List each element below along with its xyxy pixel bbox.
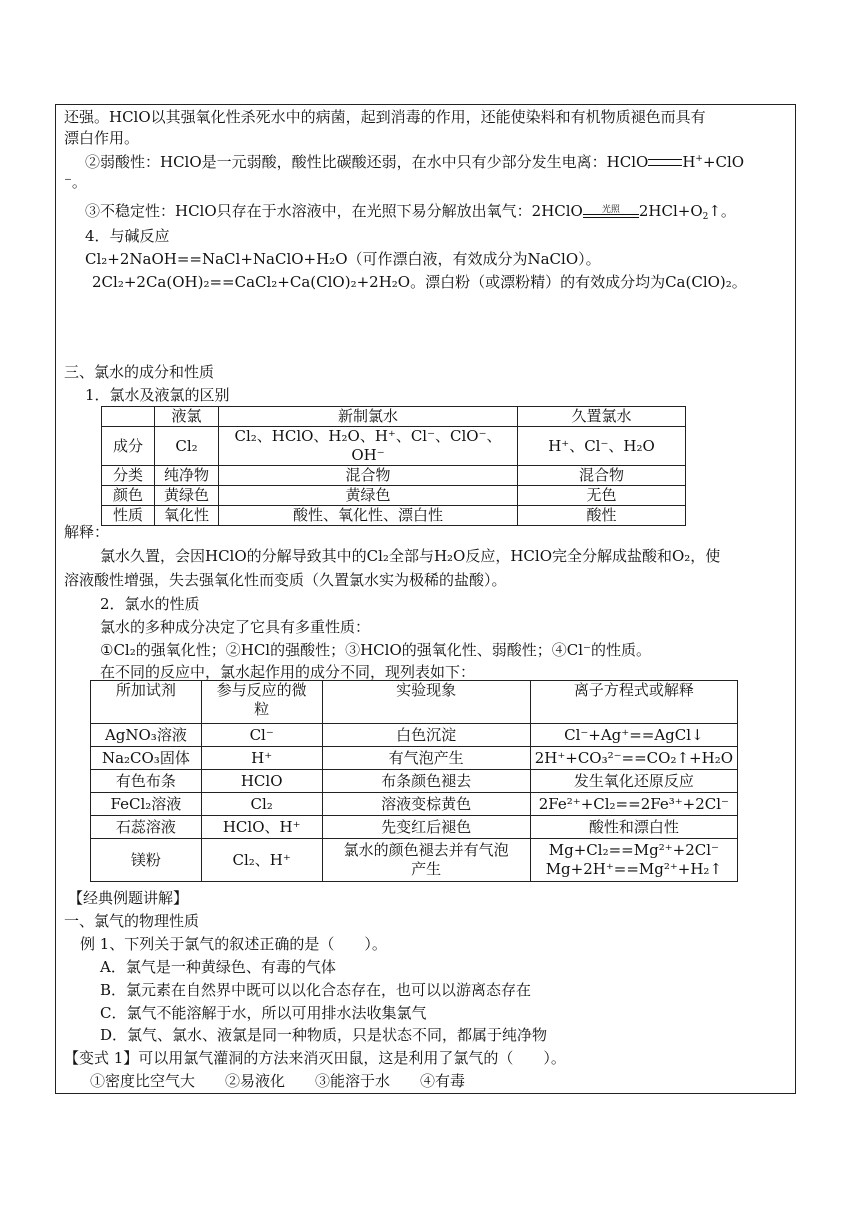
table-cell: 先变红后褪色 (322, 816, 530, 839)
cell-line: Mg+2H⁺==Mg²⁺+H₂↑ (545, 860, 723, 878)
cell-line: 氯水的颜色褪去并有气泡 (343, 841, 509, 859)
table-row (102, 407, 686, 427)
table-header-cell: 液氯 (155, 407, 219, 427)
table-row (91, 770, 738, 793)
table-header-cell: 离子方程式或解释 (530, 681, 737, 724)
table-cell: Cl₂ (201, 793, 322, 816)
light-condition: 光照 (601, 205, 620, 215)
examples-section1: 一、氯气的物理性质 (64, 912, 200, 930)
unstable-products-sub: 2 (702, 212, 709, 222)
header-line: 参与反应的微 (216, 681, 307, 699)
light-arrow-icon (583, 202, 639, 222)
table-cell: 2H⁺+CO₃²⁻==CO₂↑+H₂O (530, 747, 737, 770)
cell-line: 产生 (411, 860, 442, 878)
examples-heading: 【经典例题讲解】 (68, 889, 189, 907)
table-cell: 石蕊溶液 (91, 816, 202, 839)
table-row (91, 839, 738, 882)
table-cell: 发生氧化还原反应 (530, 770, 737, 793)
question-1-option-d: D．氯气、氯水、液氯是同一种物质，只是状态不同，都属于纯净物 (100, 1026, 548, 1044)
table-cell: HClO、H⁺ (201, 816, 322, 839)
table-cell: H⁺、Cl⁻、H₂O (518, 427, 686, 466)
unstable-products: 2HCl+O (638, 202, 703, 220)
chlorine-water-table (101, 406, 686, 526)
table-cell: 布条颜色褪去 (322, 770, 530, 793)
table-cell: 分类 (102, 466, 155, 486)
table-row (102, 486, 686, 506)
weak-acid-h-sup: + (695, 154, 703, 164)
weak-acid-h: H (682, 153, 696, 171)
table-row (102, 427, 686, 466)
table-cell: 溶液变棕黄色 (322, 793, 530, 816)
question-1-option-c: C．氯气不能溶解于水，所以可用排水法收集氯气 (100, 1004, 427, 1022)
header-line: 粒 (254, 700, 270, 718)
variant-1-options: ①密度比空气大 ②易液化 ③能溶于水 ④有毒 (90, 1072, 466, 1090)
intro-line-2: 漂白作用。 (64, 129, 140, 147)
table-header-cell: 所加试剂 (91, 681, 202, 724)
table-row (91, 816, 738, 839)
table-cell: 混合物 (518, 466, 686, 486)
table-row (102, 506, 686, 526)
reversible-arrow-icon (648, 156, 682, 170)
table-row (91, 681, 738, 724)
table-cell (322, 839, 530, 882)
explain-label: 解释： (64, 523, 110, 541)
table-cell: FeCl₂溶液 (91, 793, 202, 816)
table-header-cell: 久置氯水 (518, 407, 686, 427)
explain-line-1: 氯水久置，会因HClO的分解导致其中的Cl₂全部与H₂O反应，HClO完全分解成盐酸和O₂，使 (100, 547, 721, 565)
table-cell: 黄绿色 (219, 486, 518, 506)
weak-acid-tail: ⁻。 (64, 173, 87, 191)
table-cell: 颜色 (102, 486, 155, 506)
table-row (91, 747, 738, 770)
table-cell: 2Fe²⁺+Cl₂==2Fe³⁺+2Cl⁻ (530, 793, 737, 816)
table-cell: 酸性 (518, 506, 686, 526)
table-cell: 无色 (518, 486, 686, 506)
table-row (102, 466, 686, 486)
weak-acid-line (85, 152, 744, 172)
properties-line-1: 氯水的多种成分决定了它具有多重性质： (100, 618, 371, 636)
table-header-cell (201, 681, 322, 724)
unstable-text: ③不稳定性：HClO只存在于水溶液中，在光照下易分解放出氧气：2HClO (85, 202, 583, 220)
table-cell (530, 839, 737, 882)
table-cell: 混合物 (219, 466, 518, 486)
unstable-end: ↑。 (708, 202, 736, 220)
table-row (91, 793, 738, 816)
table-cell: H⁺ (201, 747, 322, 770)
table-cell: 白色沉淀 (322, 724, 530, 747)
properties-heading: 2．氯水的性质 (100, 595, 200, 613)
properties-line-2: ①Cl₂的强氧化性；②HCl的强酸性；③HClO的强氧化性、弱酸性；④Cl⁻的性质。 (100, 641, 651, 659)
table-cell: 酸性和漂白性 (530, 816, 737, 839)
table-cell: 纯净物 (155, 466, 219, 486)
table-header-cell (102, 407, 155, 427)
table-cell: Cl₂ (155, 427, 219, 466)
table-cell: HClO (201, 770, 322, 793)
table-cell: 有色布条 (91, 770, 202, 793)
question-1-option-b: B．氯元素在自然界中既可以以化合态存在，也可以以游离态存在 (100, 981, 532, 999)
table-header-cell: 新制氯水 (219, 407, 518, 427)
weak-acid-text: ②弱酸性：HClO是一元弱酸，酸性比碳酸还弱，在水中只有少部分发生电离：HClO (85, 153, 649, 171)
intro-line-1: 还强。HClO以其强氧化性杀死水中的病菌，起到消毒的作用，还能使染料和有机物质褪色而具有 (64, 108, 706, 126)
table-cell: Na₂CO₃固体 (91, 747, 202, 770)
table-cell: Cl₂、HClO、H₂O、H⁺、Cl⁻、ClO⁻、OH⁻ (219, 427, 518, 466)
table-cell: 酸性、氧化性、漂白性 (219, 506, 518, 526)
alkali-eq1: Cl₂+2NaOH==NaCl+NaClO+H₂O（可作漂白液，有效成分为NaClO）。 (85, 250, 601, 268)
weak-acid-clo: +ClO (702, 153, 745, 171)
table-cell: 黄绿色 (155, 486, 219, 506)
table-cell: 成分 (102, 427, 155, 466)
alkali-heading: 4．与碱反应 (85, 227, 170, 245)
table-cell: 性质 (102, 506, 155, 526)
properties-line-3: 在不同的反应中，氯水起作用的成分不同，现列表如下： (100, 663, 476, 681)
table-cell: Cl⁻ (201, 724, 322, 747)
table-header-cell: 实验现象 (322, 681, 530, 724)
table-cell: AgNO₃溶液 (91, 724, 202, 747)
section3-sub1: 1．氯水及液氯的区别 (85, 386, 230, 404)
table-row (91, 724, 738, 747)
table-cell: 氧化性 (155, 506, 219, 526)
question-1-option-a: A．氯气是一种黄绿色、有毒的气体 (100, 958, 336, 976)
table-cell: 镁粉 (91, 839, 202, 882)
table-cell: Cl⁻+Ag⁺==AgCl↓ (530, 724, 737, 747)
table-cell: 有气泡产生 (322, 747, 530, 770)
explain-line-2: 溶液酸性增强，失去强氧化性而变质（久置氯水实为极稀的盐酸）。 (64, 571, 507, 589)
section3-heading: 三、氯水的成分和性质 (64, 363, 215, 381)
question-1: 例 1、下列关于氯气的叙述正确的是（ ）。 (80, 935, 387, 953)
table-cell: Cl₂、H⁺ (201, 839, 322, 882)
alkali-eq2: 2Cl₂+2Ca(OH)₂==CaCl₂+Ca(ClO)₂+2H₂O。漂白粉（或漂粉精）的有效成分均为Ca(ClO)₂。 (92, 273, 747, 291)
cell-line: Mg+Cl₂==Mg²⁺+2Cl⁻ (548, 841, 719, 859)
unstable-line (85, 201, 736, 222)
reaction-table (90, 680, 738, 882)
variant-1: 【变式 1】可以用氯气灌洞的方法来消灭田鼠，这是利用了氯气的（ ）。 (64, 1049, 566, 1067)
